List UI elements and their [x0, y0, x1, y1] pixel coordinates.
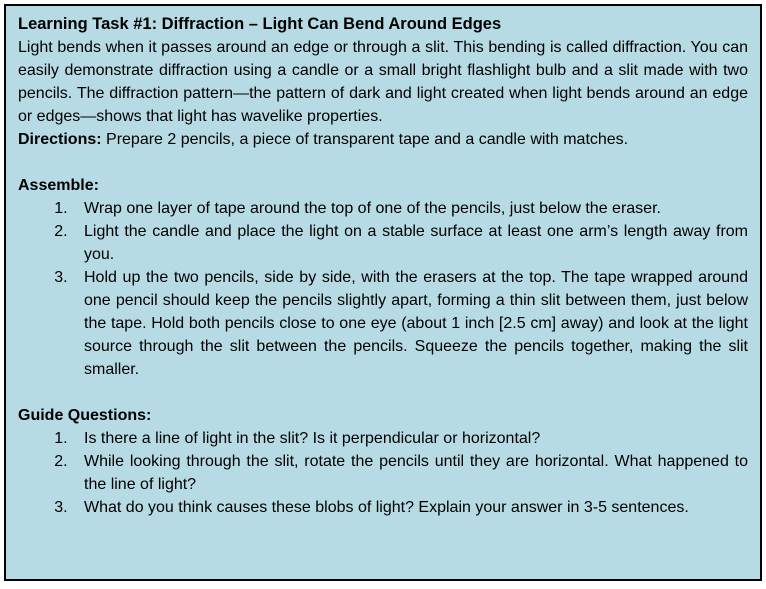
assemble-list	[18, 197, 748, 381]
intro-paragraph: Light bends when it passes around an edge or through a slit. This bending is called diffraction. You can easily demonstrate diffraction using a candle or a small bright flashlight bulb and a slit made with two pencils. The diffraction pattern—the pattern of dark and light created when light bends around an edge or edges—shows that light has wavelike properties.	[18, 39, 748, 125]
assemble-step: 1. Wrap one layer of tape around the top of one of the pencils, just below the eraser.	[72, 197, 748, 220]
guide-questions-heading: Guide Questions:	[18, 407, 152, 424]
guide-question: 2. While looking through the slit, rotate the pencils until they are horizontal. What happened to the line of light?	[72, 450, 748, 496]
assemble-step: 3. Hold up the two pencils, side by side, with the erasers at the top. The tape wrapped around one pencil should keep the pencils slightly apart, forming a thin slit between them, just below the tape. Hold both pencils close to one eye (about 1 inch [2.5 cm] away) and look at the light source through the slit between the pencils. Squeeze the pencils together, making the slit smaller.	[72, 266, 748, 381]
guide-questions-list	[18, 427, 748, 519]
learning-task-panel	[4, 4, 762, 581]
guide-question: 3. What do you think causes these blobs of light? Explain your answer in 3-5 sentences.	[72, 496, 748, 519]
guide-question: 1. Is there a line of light in the slit? Is it perpendicular or horizontal?	[72, 427, 748, 450]
directions-text: Prepare 2 pencils, a piece of transparent tape and a candle with matches.	[106, 131, 629, 148]
directions-label: Directions:	[18, 131, 102, 148]
directions-line	[18, 128, 748, 151]
assemble-heading: Assemble:	[18, 177, 99, 194]
assemble-step: 2. Light the candle and place the light on a stable surface at least one arm’s length away from you.	[72, 220, 748, 266]
panel-title: Learning Task #1: Diffraction – Light Can Bend Around Edges	[18, 15, 502, 33]
